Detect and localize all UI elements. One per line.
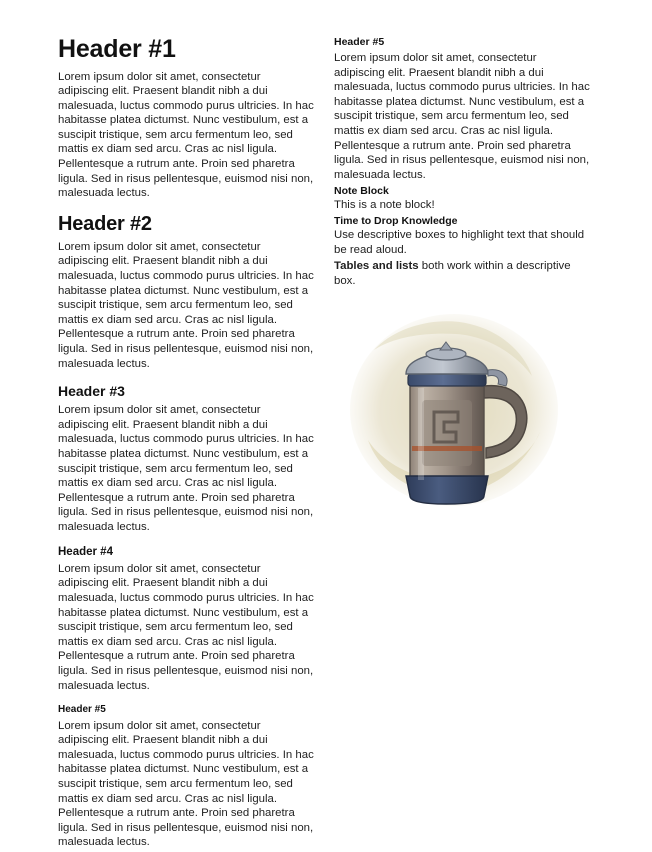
beer-stein-icon [334,290,590,530]
right-column [334,36,590,290]
descriptive-block-bold-lead: Tables and lists [334,260,419,273]
stein-collar [408,374,486,386]
right-column-body: Lorem ipsum dolor sit amet, consectetur adipiscing elit. Praesent blandit nibh a dui malesuada, luctus commodo purus ultricies. In hac habitasse platea dictumst. Nunc vestibulum, est a suscipit tristique, sem arcu fermentum leo, sed mattis ex diam sed arcu. Cras ac nisl ligula. Pellentesque a rutrum ante. Proin sed pharetra ligula. Sed in risus pellentesque, euismod nisi non, malesuada lectus. [334,52,590,181]
section-body-5: Lorem ipsum dolor sit amet, consectetur adipiscing elit. Praesent blandit nibh a dui malesuada, luctus commodo purus ultricies. In hac habitasse platea dictumst. Nunc vestibulum, est a suscipit tristique, sem arcu fermentum leo, sed mattis ex diam sed arcu. Cras ac nisl ligula. Pellentesque a rutrum ante. Proin sed pharetra ligula. Sed in risus pellentesque, euismod nisi non, malesuada lectus. [58,719,314,849]
note-block-title: Note Block [334,185,389,198]
section-body-2: Lorem ipsum dolor sit amet, consectetur adipiscing elit. Praesent blandit nibh a dui malesuada, luctus commodo purus ultricies. In hac habitasse platea dictumst. Nunc vestibulum, est a suscipit tristique, sem arcu fermentum leo, sed mattis ex diam sed arcu. Cras ac nisl ligula. Pellentesque a rutrum ante. Proin sed pharetra ligula. Sed in risus pellentesque, euismod nisi non, malesuada lectus. [58,240,314,370]
illustration-container [334,290,590,530]
section-heading-5: Header #5 [58,704,106,716]
section-heading-1: Header #1 [58,35,176,63]
descriptive-block-second-paragraph [334,259,590,288]
section-body-4: Lorem ipsum dolor sit amet, consectetur adipiscing elit. Praesent blandit nibh a dui malesuada, luctus commodo purus ultricies. In hac habitasse platea dictumst. Nunc vestibulum, est a suscipit tristique, sem arcu fermentum leo, sed mattis ex diam sed arcu. Cras ac nisl ligula. Pellentesque a rutrum ante. Proin sed pharetra ligula. Sed in risus pellentesque, euismod nisi non, malesuada lectus. [58,562,314,692]
note-block-text: This is a note block! [334,199,435,212]
left-column [58,36,314,852]
descriptive-block-trailing-text: both work within a descriptive box. [334,260,571,287]
descriptive-block-text: Use descriptive boxes to highlight text that should be read aloud. [334,228,585,256]
stein-base [406,476,488,504]
right-column-heading: Header #5 [334,36,385,48]
section-heading-3: Header #3 [58,383,125,400]
section-body-1: Lorem ipsum dolor sit amet, consectetur adipiscing elit. Praesent blandit nibh a dui malesuada, luctus commodo purus ultricies. In hac habitasse platea dictumst. Nunc vestibulum, est a suscipit tristique, sem arcu fermentum leo, sed mattis ex diam sed arcu. Cras ac nisl ligula. Pellentesque a rutrum ante. Proin sed pharetra ligula. Sed in risus pellentesque, euismod nisi non, malesuada lectus. [58,70,314,200]
section-heading-4: Header #4 [58,545,113,558]
stein-highlight [418,388,424,480]
descriptive-block-title: Time to Drop Knowledge [334,214,458,227]
section-heading-2: Header #2 [58,212,152,235]
section-body-3: Lorem ipsum dolor sit amet, consectetur adipiscing elit. Praesent blandit nibh a dui malesuada, luctus commodo purus ultricies. In hac habitasse platea dictumst. Nunc vestibulum, est a suscipit tristique, sem arcu fermentum leo, sed mattis ex diam sed arcu. Cras ac nisl ligula. Pellentesque a rutrum ante. Proin sed pharetra ligula. Sed in risus pellentesque, euismod nisi non, malesuada lectus. [58,404,314,534]
